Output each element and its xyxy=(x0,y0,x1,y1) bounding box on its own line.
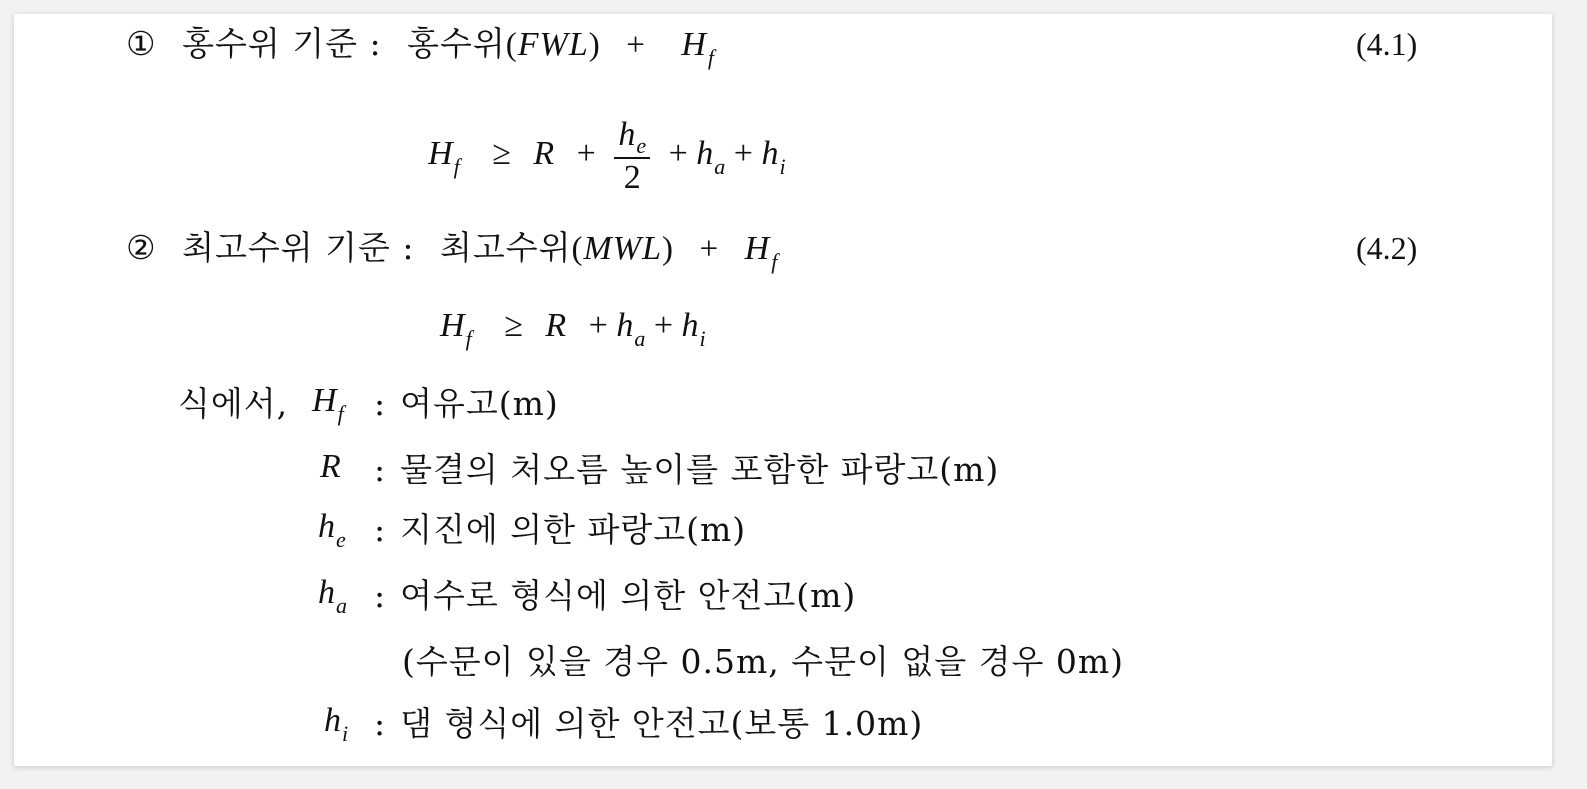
definition-desc: 여유고(m) xyxy=(400,384,559,423)
var-hf: $H_f$ xyxy=(681,26,716,70)
spillway-gate-note: (수문이 있을 경우 0.5m, 수문이 없을 경우 0m) xyxy=(402,642,1125,681)
criterion-2-label: 최고수위 기준 : xyxy=(182,228,415,267)
equation-number-4-2: (4.2) xyxy=(1356,230,1418,266)
criterion-1-label: 홍수위 기준 : xyxy=(182,24,382,63)
equation-number-4-1: (4.1) xyxy=(1356,26,1418,62)
definitions-intro: 식에서, xyxy=(178,384,289,423)
definition-symbol-hf: $H_f$ xyxy=(312,382,344,426)
definition-row-r: : 물결의 처오름 높이를 포함한 파랑고(m) xyxy=(374,450,1000,489)
circled-number-2: ② xyxy=(126,228,157,267)
formula-2: $H_f \ge R + h_a + h_i$ xyxy=(440,307,706,351)
var-hf: $H_f$ xyxy=(744,230,779,274)
definition-desc: 물결의 처오름 높이를 포함한 파랑고(m) xyxy=(400,450,1000,489)
definition-row-hi: : 댐 형식에 의한 안전고(보통 1.0m) xyxy=(374,704,924,743)
document-page xyxy=(14,14,1552,766)
criterion-1-line: ① 홍수위 기준 : 홍수위$(FWL) + H_f$ xyxy=(126,24,716,70)
definition-desc: 여수로 형식에 의한 안전고(m) xyxy=(400,576,857,615)
definition-symbol-he: $h_e$ xyxy=(318,508,346,552)
definition-row-he: : 지진에 의한 파랑고(m) xyxy=(374,510,747,549)
criterion-1-text: 홍수위 xyxy=(407,24,506,63)
definition-desc: 댐 형식에 의한 안전고(보통 1.0m) xyxy=(400,704,924,743)
formula-1: $H_f \ge R$ + $\frac{h_e}{2}$ + $h_a + h_i$ xyxy=(428,115,786,196)
criterion-2-line: ② 최고수위 기준 : 최고수위$(MWL) + H_f$ xyxy=(126,228,779,274)
circled-number-1: ① xyxy=(126,24,157,63)
definition-row-ha: : 여수로 형식에 의한 안전고(m) xyxy=(374,576,857,615)
fraction-he-over-2: $\frac{h_e}{2}$ xyxy=(614,116,650,197)
definition-symbol-r: R xyxy=(320,448,341,485)
var-mwl: MWL xyxy=(583,230,663,267)
definition-row-hf: : 여유고(m) xyxy=(374,384,559,423)
definition-symbol-ha: $h_a$ xyxy=(318,574,347,618)
definition-desc: 지진에 의한 파랑고(m) xyxy=(400,510,747,549)
definition-symbol-hi: $h_i$ xyxy=(324,702,349,746)
var-fwl: FWL xyxy=(517,26,589,63)
criterion-2-text: 최고수위 xyxy=(439,228,572,267)
